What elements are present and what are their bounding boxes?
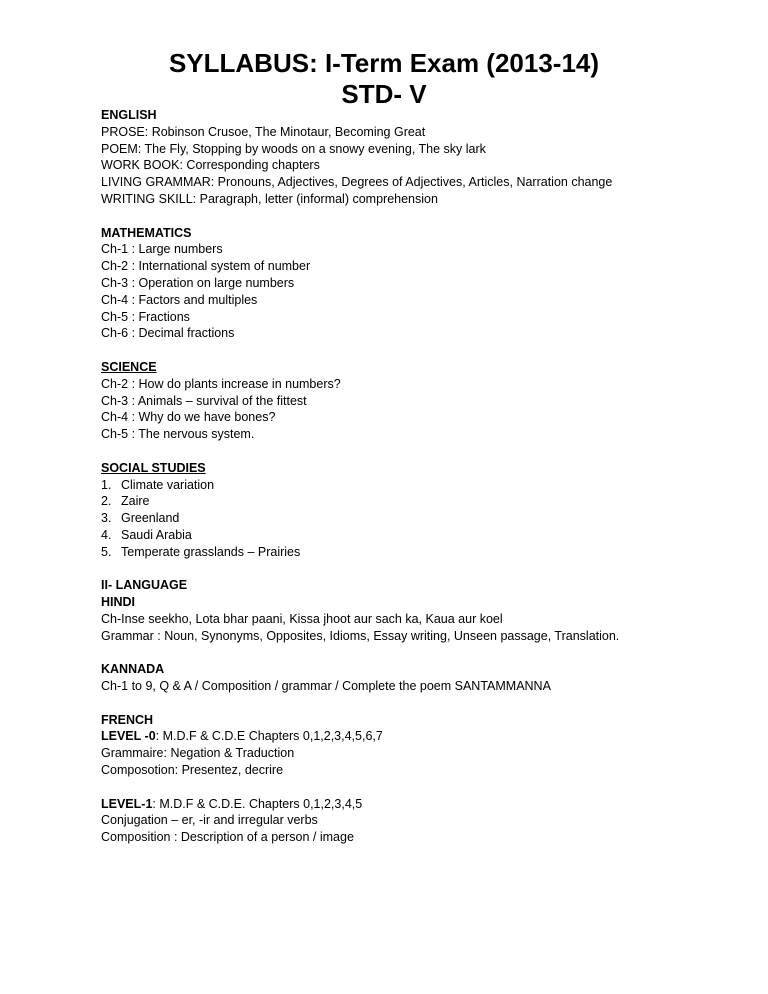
list-item: Ch-4 : Factors and multiples [101,292,258,307]
french-level-1 [101,796,741,813]
list-item: Ch-3 : Operation on large numbers [101,275,295,290]
section-second-language [101,577,741,846]
section-heading-social-studies: SOCIAL STUDIES [101,460,206,475]
french-level-0-label: LEVEL -0 [101,729,156,744]
section-heading-science: SCIENCE [101,359,157,374]
list-number: 5. [101,544,112,559]
list-number: 1. [101,477,112,492]
section-english [101,107,741,208]
section-mathematics [101,225,741,343]
subsection-heading-french: FRENCH [101,712,154,727]
list-number: 4. [101,527,112,542]
list-item: Ch-2 : How do plants increase in numbers? [101,376,341,391]
list-text: Temperate grasslands – Prairies [121,544,301,559]
section-social-studies [101,460,741,561]
list-item: Conjugation – er, -ir and irregular verbs [101,813,318,828]
section-heading-english: ENGLISH [101,108,157,122]
kannada-syllabus: Ch-1 to 9, Q & A / Composition / grammar / Complete the poem SANTAMMANNA [101,679,551,694]
english-poem: POEM: The Fly, Stopping by woods on a snowy evening, The sky lark [101,141,486,156]
list-text: Climate variation [121,477,215,492]
english-grammar: LIVING GRAMMAR: Pronouns, Adjectives, Degrees of Adjectives, Articles, Narration change [101,175,613,190]
list-number: 2. [101,494,112,509]
list-item: Ch-3 : Animals – survival of the fittest [101,393,307,408]
list-item [101,510,741,527]
list-item: Ch-2 : International system of number [101,259,311,274]
subsection-heading-hindi: HINDI [101,595,136,610]
french-level-1-chapters: : M.D.F & C.D.E. Chapters 0,1,2,3,4,5 [152,796,363,811]
list-number: 3. [101,511,112,526]
hindi-grammar: Grammar : Noun, Synonyms, Opposites, Idioms, Essay writing, Unseen passage, Translation. [101,628,620,643]
list-text: Saudi Arabia [121,527,192,542]
french-level-0-chapters: : M.D.F & C.D.E Chapters 0,1,2,3,4,5,6,7 [155,729,383,744]
section-heading-mathematics: MATHEMATICS [101,225,192,240]
list-item: Composotion: Presentez, decrire [101,763,284,778]
list-item: Ch-5 : The nervous system. [101,427,255,442]
list-item: Ch-5 : Fractions [101,309,190,324]
english-writing-skill: WRITING SKILL: Paragraph, letter (informal) comprehension [101,191,438,206]
list-item [101,527,741,544]
list-item [101,544,741,561]
section-science [101,359,741,443]
list-item: Composition : Description of a person / image [101,830,354,845]
syllabus-content [101,107,741,846]
list-text: Zaire [121,494,150,509]
subsection-heading-kannada: KANNADA [101,662,165,677]
french-level-0 [101,728,741,745]
document-subtitle: STD- V [341,79,427,109]
french-level-1-label: LEVEL-1 [101,796,153,811]
english-workbook: WORK BOOK: Corresponding chapters [101,158,320,173]
hindi-chapters: Ch-Inse seekho, Lota bhar paani, Kissa jhoot aur sach ka, Kaua aur koel [101,611,503,626]
list-item: Ch-1 : Large numbers [101,242,223,257]
list-item: Grammaire: Negation & Traduction [101,746,295,761]
section-heading-second-language: II- LANGUAGE [101,578,188,593]
list-item: Ch-6 : Decimal fractions [101,326,235,341]
document-title: SYLLABUS: I-Term Exam (2013-14) [168,48,600,78]
list-item [101,493,741,510]
list-item: Ch-4 : Why do we have bones? [101,410,276,425]
list-text: Greenland [121,511,180,526]
english-prose: PROSE: Robinson Crusoe, The Minotaur, Becoming Great [101,124,426,139]
list-item [101,477,741,494]
